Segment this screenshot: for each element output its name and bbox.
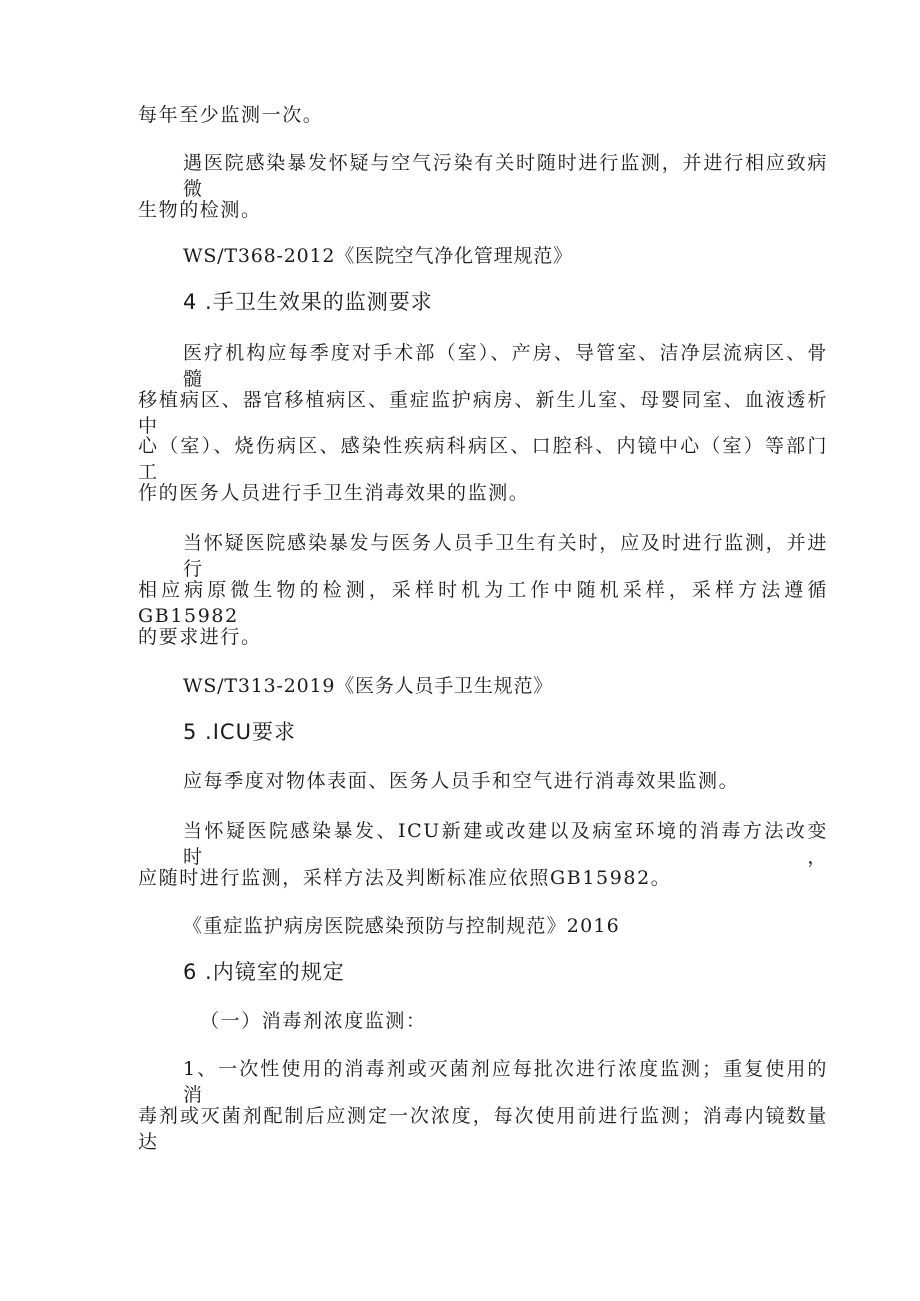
paragraph-line: 遇医院感染暴发怀疑与空气污染有关时随时进行监测，并进行相应致病微 (183, 152, 828, 200)
paragraph-line: 每年至少监测一次。 (138, 104, 324, 126)
section-heading-6: 6 .内镜室的规定 (183, 960, 345, 984)
section-heading-5: 5 .ICU要求 (183, 720, 296, 744)
paragraph-line: 相应病原微生物的检测，采样时机为工作中随机采样，采样方法遵循GB15982 (138, 579, 828, 627)
paragraph-line: 当怀疑医院感染暴发、ICU新建或改建以及病室环境的消毒方法改变时， (183, 820, 828, 868)
paragraph-line: 心（室）、烧伤病区、感染性疾病科病区、口腔科、内镜中心（室）等部门工 (138, 435, 828, 483)
paragraph-line: 应每季度对物体表面、医务人员手和空气进行消毒效果监测。 (183, 770, 740, 792)
paragraph-line: 作的医务人员进行手卫生消毒效果的监测。 (138, 482, 530, 504)
paragraph-line: 1、一次性使用的消毒剂或灭菌剂应每批次进行浓度监测；重复使用的消 (183, 1058, 828, 1106)
subsection-heading: （一）消毒剂浓度监测： (200, 1010, 427, 1032)
paragraph-line: 移植病区、器官移植病区、重症监护病房、新生儿室、母婴同室、血液透析中 (138, 389, 828, 437)
reference-citation: WS/T368-2012《医院空气净化管理规范》 (183, 245, 573, 267)
reference-citation: 《重症监护病房医院感染预防与控制规范》2016 (183, 915, 620, 937)
reference-citation: WS/T313-2019《医务人员手卫生规范》 (183, 675, 554, 697)
paragraph-line: 的要求进行。 (138, 626, 262, 648)
paragraph-line: 医疗机构应每季度对手术部（室）、产房、导管室、洁净层流病区、骨髓 (183, 342, 828, 390)
paragraph-line: 毒剂或灭菌剂配制后应测定一次浓度，每次使用前进行监测；消毒内镜数量达 (138, 1105, 828, 1153)
paragraph-line: 生物的检测。 (138, 199, 262, 221)
section-heading-4: 4 .手卫生效果的监测要求 (183, 290, 433, 314)
paragraph-line: 应随时进行监测，采样方法及判断标准应依照GB15982。 (138, 867, 672, 889)
paragraph-line: 当怀疑医院感染暴发与医务人员手卫生有关时，应及时进行监测，并进行 (183, 532, 828, 580)
